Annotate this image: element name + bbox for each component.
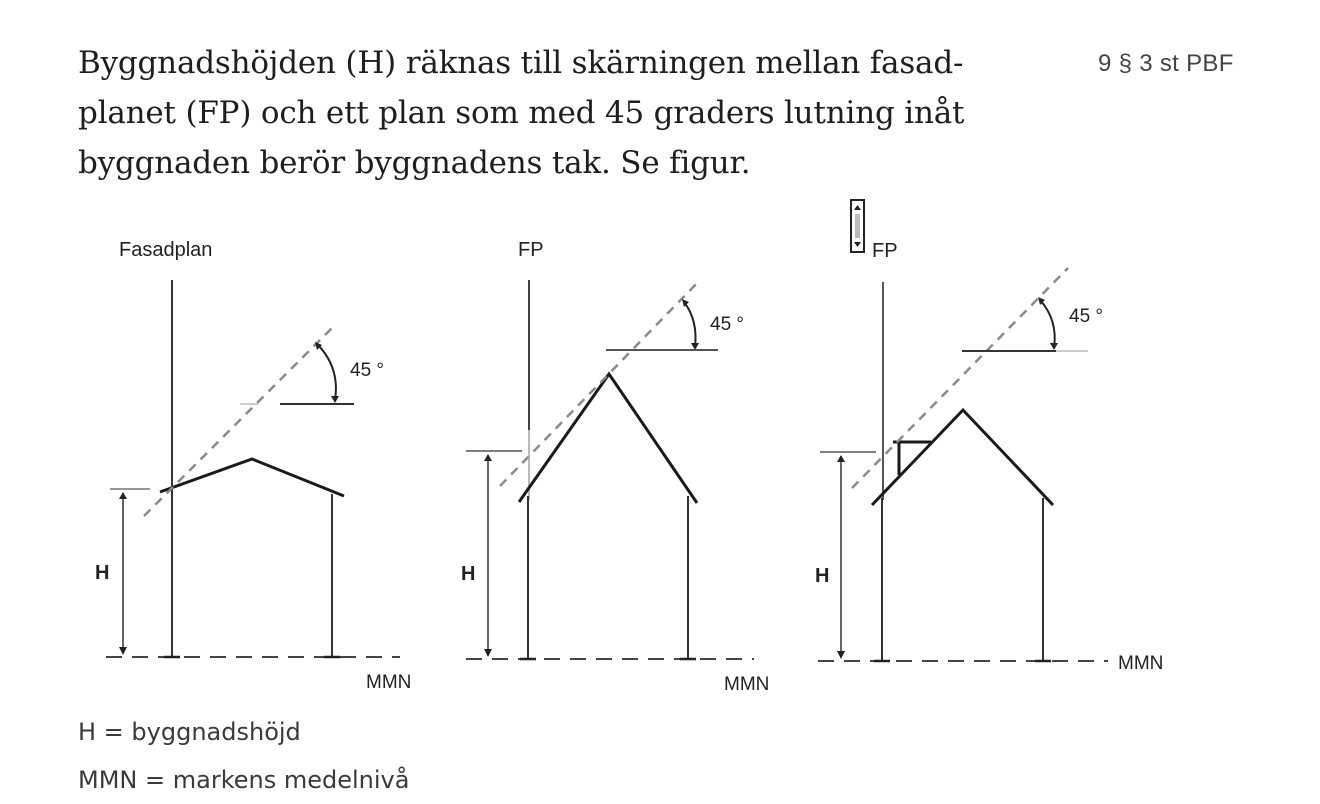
paragraph-line-3: byggnaden berör byggnadens tak. Se figur. xyxy=(78,145,751,181)
angle-plane-dashed xyxy=(852,268,1068,488)
facade-plane-label: FP xyxy=(872,240,898,262)
angle-label: 45 ° xyxy=(1069,306,1104,327)
arrow-down-icon xyxy=(837,651,845,659)
angle-arc-icon xyxy=(318,345,336,400)
arrowhead-icon xyxy=(1050,343,1058,350)
panel-low-pitch-roof xyxy=(95,239,411,693)
arrowhead-icon xyxy=(682,299,689,307)
arrowhead-icon xyxy=(331,396,339,403)
height-label: H xyxy=(95,562,110,584)
angle-label: 45 ° xyxy=(710,314,745,335)
height-label: H xyxy=(461,563,476,585)
arrow-up-icon xyxy=(484,454,492,461)
angle-arc-icon xyxy=(1040,300,1055,348)
scroll-widget-icon xyxy=(851,200,864,252)
panel-steep-roof xyxy=(461,239,769,695)
height-label: H xyxy=(815,565,830,587)
legal-reference: 9 § 3 st PBF xyxy=(1098,50,1234,77)
roof-outline xyxy=(160,459,344,496)
arrow-up-icon xyxy=(119,492,127,499)
figure-legend xyxy=(78,708,409,804)
legend-item-ground-level: MMN = markens medelnivå xyxy=(78,766,410,794)
arrow-up-icon xyxy=(837,455,845,462)
angle-arc-icon xyxy=(684,302,696,347)
ground-level-label: MMN xyxy=(724,674,770,695)
paragraph-line-2: planet (FP) och ett plan som med 45 graders lutning inåt xyxy=(78,95,965,131)
angle-label: 45 ° xyxy=(350,360,385,381)
facade-plane-label: FP xyxy=(518,239,544,261)
arrowhead-icon xyxy=(691,343,699,350)
ground-level-label: MMN xyxy=(366,672,412,693)
legend-item-height: H = byggnadshöjd xyxy=(78,718,301,746)
facade-plane-label: Fasadplan xyxy=(119,239,213,261)
paragraph-line-1: Byggnadshöjden (H) räknas till skärningen mellan fasad- xyxy=(78,45,964,81)
ground-level-label: MMN xyxy=(1118,653,1164,674)
arrow-down-icon xyxy=(484,649,492,657)
arrow-down-icon xyxy=(119,647,127,655)
panel-steep-roof-dormer xyxy=(815,200,1163,674)
